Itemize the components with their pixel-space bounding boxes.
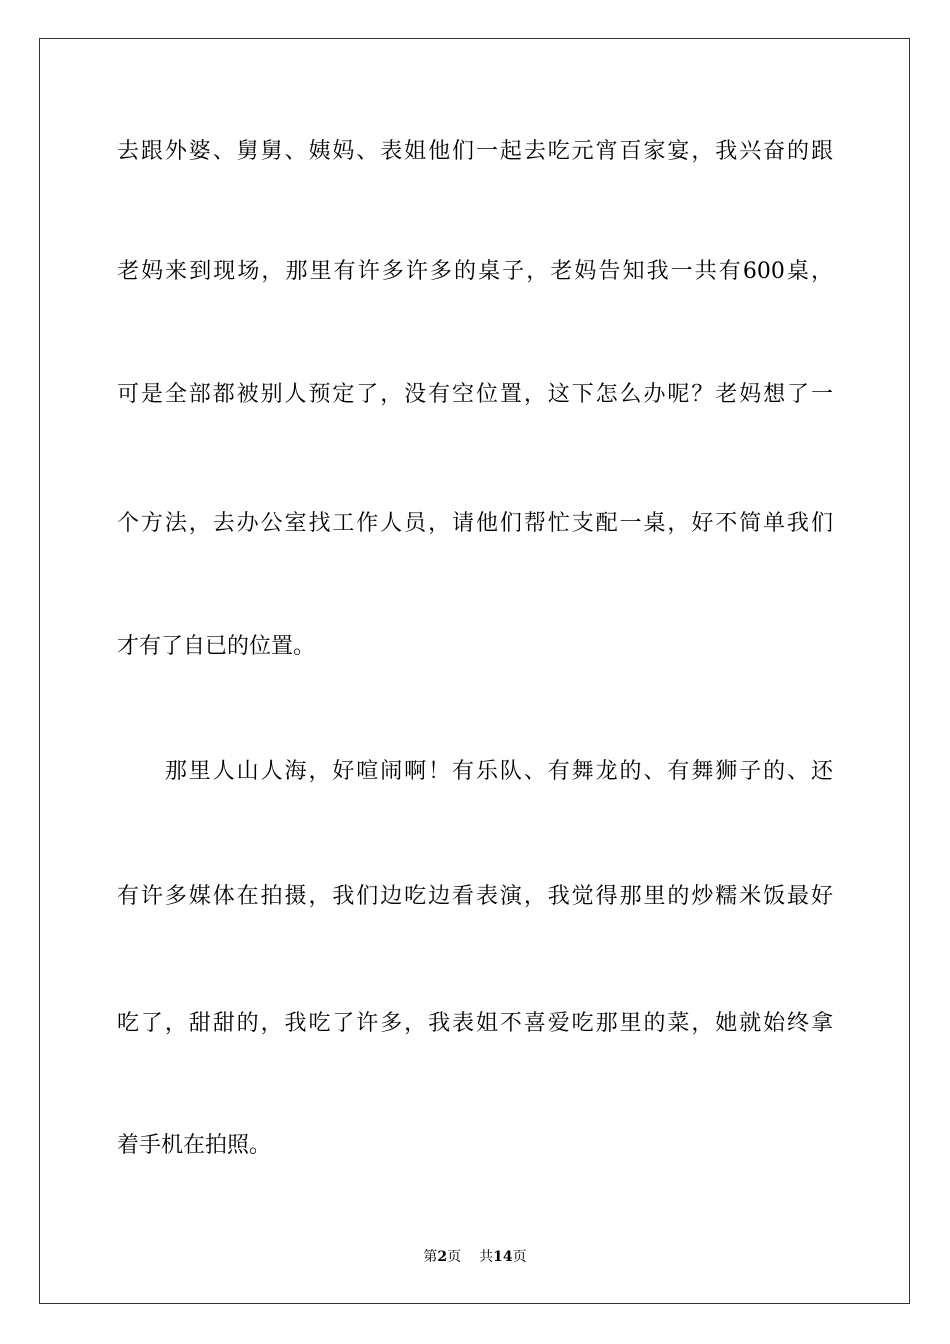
body-line-6: 那里人山人海，好喧闹啊！有乐队、有舞龙的、有舞狮子的、还 [117,759,833,784]
footer-page-suffix: 页 [447,1249,462,1265]
body-line-7: 有许多媒体在拍摄，我们边吃边看表演，我觉得那里的炒糯米饭最好 [117,884,833,909]
footer-total-prefix: 共 [479,1249,494,1265]
body-line-3: 可是全部都被别人预定了，没有空位置，这下怎么办呢？老妈想了一 [117,382,833,407]
footer-total-pages: 14 [493,1249,513,1265]
body-line-4: 个方法，去办公室找工作人员，请他们帮忙支配一桌，好不简单我们 [117,511,833,536]
body-line-1: 去跟外婆、舅舅、姨妈、表姐他们一起去吃元宵百家宴，我兴奋的跟 [117,139,833,164]
body-line-2: 老妈来到现场，那里有许多许多的桌子，老妈告知我一共有600桌， [117,259,833,284]
body-line-9: 着手机在拍照。 [117,1133,272,1158]
body-line-8: 吃了，甜甜的，我吃了许多，我表姐不喜爱吃那里的菜，她就始终拿 [117,1011,833,1036]
footer-total-suffix: 页 [512,1249,527,1265]
body-line-5: 才有了自已的位置。 [117,634,316,659]
footer-page-prefix: 第 [423,1249,438,1265]
page-border [39,38,910,1304]
footer-page-number: 2 [437,1249,448,1265]
page-footer [0,1248,950,1266]
